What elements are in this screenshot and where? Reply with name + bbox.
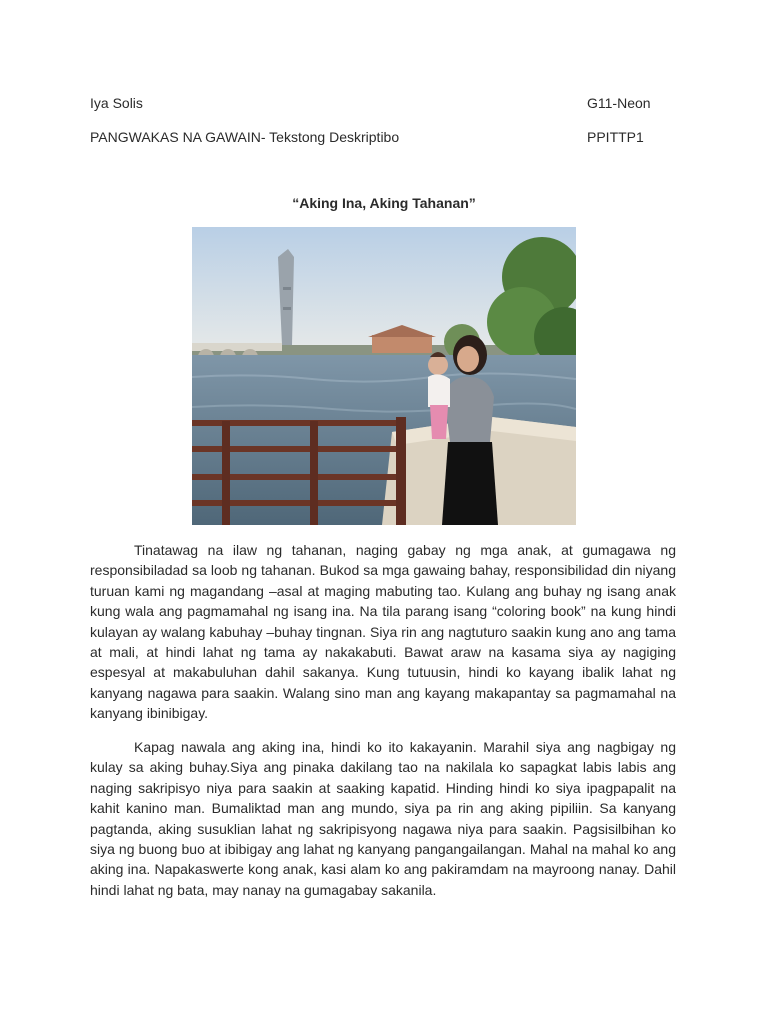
paragraph-2: Kapag nawala ang aking ina, hindi ko ito kakayanin. Marahil siya ang nagbigay ng kulay sa aking buhay.Siya ang pinaka dakilang tao na nakilala ko sapagkat labis labis ang naging sakripisyo niya para saakin at saaking kapatid. Hinding hindi ko siya ipagpapalit na kahit kanino man. Bumaliktad man ang mundo, siya pa rin ang aking pipiliin. Sa kanyang pagtanda, aking susuklian lahat ng sakripisyong nagawa niya para saakin. Pagsisilbihan ko siya ng buong buo at ibibigay ang lahat ng kanyang pangangailangan. Mahal na mahal ko ang aking ina. Napakaswerte kong anak, kasi alam ko ang pakiramdam na mayroong nanay. Dahil hindi lahat ng bata, may nanay na gumagabay sakanila. [90, 739, 676, 898]
essay-title: “Aking Ina, Aking Tahanan” [292, 195, 476, 211]
subject-code: PPITTP1 [587, 129, 644, 145]
paragraph-1: Tinatawag na ilaw ng tahanan, naging gabay ng mga anak, at gumagawa ng responsibiladad sa loob ng tahanan. Bukod sa mga gawaing bahay, responsibilidad din niyang turuan kami ng magandang –asal at maging mabuting tao. Kulang ang buhay ng isang anak kung wala ang pagmamahal ng isang ina. Na tila parang isang “coloring book” na kung hindi kulayan ay walang kabuhay –buhay tingnan. Siya rin ang nagtuturo saakin kung ano ang tama at mali, at hindi lahat ng tama ay nakakabuti. Bawat araw na kasama siya ay nagiging espesyal at makabuluhan dahil sakanya. Kung tutuusin, hindi ko kayang ibalik lahat ng kanyang nagawa para saakin. Walang sino man ang kayang makapantay sa pagmamahal na kanyang ibinibigay. [90, 542, 676, 722]
activity-title: PANGWAKAS NA GAWAIN- Tekstong Deskriptibo [90, 129, 400, 145]
author-name: Iya Solis [90, 95, 143, 111]
photo-mother-and-child-icon [192, 227, 576, 525]
class-section: G11-Neon [587, 95, 651, 111]
